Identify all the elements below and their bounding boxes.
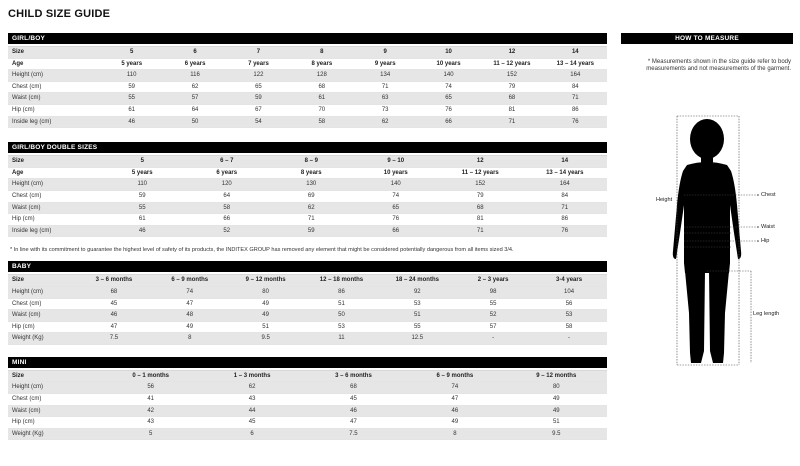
size-header-row xyxy=(8,156,607,168)
table-cell: 80 xyxy=(506,382,607,394)
measure-note: * Measurements shown in the size guide refer to body measurements and not measurements of the garment. xyxy=(646,59,791,73)
table-cell: 7.5 xyxy=(76,333,152,345)
table-cell: 47 xyxy=(404,394,505,406)
double-sizes-section xyxy=(8,142,607,237)
row-label: Chest (cm) xyxy=(8,81,100,93)
table-cell: 62 xyxy=(201,382,302,394)
table-cell: 41 xyxy=(100,394,201,406)
table-cell: 62 xyxy=(163,81,226,93)
table-cell: 69 xyxy=(269,190,354,202)
table-cell: 43 xyxy=(201,394,302,406)
table-cell: 71 xyxy=(523,202,608,214)
row-label: Size xyxy=(8,370,100,382)
size-header-row xyxy=(8,47,607,59)
table-cell: 65 xyxy=(354,202,439,214)
row-label: Weight (Kg) xyxy=(8,428,100,440)
table-cell: 56 xyxy=(100,382,201,394)
table-cell: 6 – 9 months xyxy=(152,275,228,287)
table-cell: 122 xyxy=(227,70,290,82)
mini-title: MINI xyxy=(8,357,607,368)
table-cell: 66 xyxy=(185,214,270,226)
row-label: Height (cm) xyxy=(8,179,100,191)
table-cell: 6 – 9 months xyxy=(404,370,505,382)
row-label: Chest (cm) xyxy=(8,298,76,310)
double-sizes-title: GIRL/BOY DOUBLE SIZES xyxy=(8,142,607,153)
table-row xyxy=(8,116,607,128)
table-cell: 68 xyxy=(290,81,353,93)
table-cell: 12 xyxy=(438,156,523,168)
row-label: Waist (cm) xyxy=(8,405,100,417)
table-cell: 13 – 14 years xyxy=(544,58,607,70)
table-cell: 52 xyxy=(455,310,531,322)
table-row xyxy=(8,298,607,310)
table-cell: 1 – 3 months xyxy=(201,370,302,382)
table-cell: 71 xyxy=(438,225,523,237)
table-cell: 66 xyxy=(354,225,439,237)
row-label: Hip (cm) xyxy=(8,417,100,429)
table-cell: 6 xyxy=(201,428,302,440)
mini-section xyxy=(8,357,607,441)
table-cell: 46 xyxy=(100,225,185,237)
table-cell: 10 years xyxy=(417,58,480,70)
table-cell: 49 xyxy=(228,310,304,322)
table-row xyxy=(8,81,607,93)
table-row xyxy=(8,417,607,429)
table-cell: 53 xyxy=(379,298,455,310)
table-cell: 59 xyxy=(100,81,163,93)
table-cell: 61 xyxy=(290,93,353,105)
leg-length-label: Leg length xyxy=(753,311,780,317)
table-cell: 13 – 14 years xyxy=(523,167,608,179)
table-cell: 11 – 12 years xyxy=(480,58,543,70)
table-cell: 12.5 xyxy=(379,333,455,345)
table-cell: 11 – 12 years xyxy=(438,167,523,179)
table-cell: - xyxy=(455,333,531,345)
table-cell: 164 xyxy=(523,179,608,191)
table-cell: 45 xyxy=(303,394,404,406)
table-cell: 140 xyxy=(354,179,439,191)
table-cell: 51 xyxy=(379,310,455,322)
table-cell: 49 xyxy=(404,417,505,429)
table-cell: 52 xyxy=(185,225,270,237)
table-cell: 7.5 xyxy=(303,428,404,440)
table-row xyxy=(8,93,607,105)
table-cell: 8 xyxy=(404,428,505,440)
baby-title: BABY xyxy=(8,261,607,272)
table-cell: 152 xyxy=(438,179,523,191)
table-row xyxy=(8,179,607,191)
table-cell: 8 years xyxy=(269,167,354,179)
double-sizes-table xyxy=(8,155,607,237)
table-cell: 46 xyxy=(303,405,404,417)
table-cell: 84 xyxy=(523,190,608,202)
table-cell: 3 – 6 months xyxy=(303,370,404,382)
table-cell: 6 – 7 xyxy=(185,156,270,168)
table-cell: 11 xyxy=(304,333,380,345)
table-cell: 81 xyxy=(438,214,523,226)
table-cell: 92 xyxy=(379,286,455,298)
page-title: CHILD SIZE GUIDE xyxy=(8,8,111,20)
table-cell: 61 xyxy=(100,104,163,116)
table-cell: 74 xyxy=(404,382,505,394)
table-row xyxy=(8,70,607,82)
size-tables xyxy=(8,33,607,448)
table-cell: 14 xyxy=(523,156,608,168)
table-cell: 86 xyxy=(523,214,608,226)
table-cell: 152 xyxy=(480,70,543,82)
table-cell: 66 xyxy=(417,116,480,128)
table-row xyxy=(8,394,607,406)
table-cell: 74 xyxy=(152,286,228,298)
row-label: Size xyxy=(8,275,76,287)
table-cell: 9 xyxy=(354,47,417,59)
row-label: Chest (cm) xyxy=(8,394,100,406)
size-header-row xyxy=(8,275,607,287)
table-cell: 68 xyxy=(438,202,523,214)
table-cell: 59 xyxy=(269,225,354,237)
table-cell: 47 xyxy=(303,417,404,429)
table-cell: 10 years xyxy=(354,167,439,179)
table-cell: 46 xyxy=(404,405,505,417)
table-cell: 71 xyxy=(269,214,354,226)
table-cell: 5 years xyxy=(100,58,163,70)
table-cell: 64 xyxy=(163,104,226,116)
table-cell: 48 xyxy=(152,310,228,322)
table-cell: 62 xyxy=(269,202,354,214)
table-cell: 9.5 xyxy=(228,333,304,345)
table-cell: 57 xyxy=(163,93,226,105)
row-label: Height (cm) xyxy=(8,286,76,298)
table-cell: 6 years xyxy=(185,167,270,179)
row-label: Height (cm) xyxy=(8,70,100,82)
table-cell: 44 xyxy=(201,405,302,417)
table-cell: 86 xyxy=(544,104,607,116)
table-cell: 73 xyxy=(354,104,417,116)
table-cell: 71 xyxy=(480,116,543,128)
table-cell: 68 xyxy=(480,93,543,105)
row-label: Age xyxy=(8,58,100,70)
baby-section xyxy=(8,261,607,345)
table-cell: 76 xyxy=(354,214,439,226)
table-row xyxy=(8,382,607,394)
table-cell: 84 xyxy=(544,81,607,93)
waist-label: Waist xyxy=(761,224,775,230)
table-cell: 70 xyxy=(290,104,353,116)
table-row xyxy=(8,428,607,440)
baby-table xyxy=(8,274,607,345)
table-cell: 8 xyxy=(290,47,353,59)
table-cell: 12 xyxy=(480,47,543,59)
table-cell: 65 xyxy=(227,81,290,93)
girl-boy-table xyxy=(8,46,607,128)
height-label: Height xyxy=(656,197,673,203)
row-label: Hip (cm) xyxy=(8,104,100,116)
table-cell: - xyxy=(531,333,607,345)
table-cell: 65 xyxy=(417,93,480,105)
table-cell: 86 xyxy=(304,286,380,298)
table-cell: 8 xyxy=(152,333,228,345)
how-to-measure-title: HOW TO MEASURE xyxy=(621,33,793,44)
table-cell: 53 xyxy=(304,321,380,333)
table-cell: 49 xyxy=(506,405,607,417)
hip-label: Hip xyxy=(761,238,770,244)
row-label: Age xyxy=(8,167,100,179)
table-row xyxy=(8,104,607,116)
table-cell: 3-4 years xyxy=(531,275,607,287)
table-cell: 18 – 24 months xyxy=(379,275,455,287)
table-cell: 74 xyxy=(417,81,480,93)
table-cell: 45 xyxy=(76,298,152,310)
table-cell: 104 xyxy=(531,286,607,298)
table-cell: 67 xyxy=(227,104,290,116)
table-cell: 5 xyxy=(100,47,163,59)
table-cell: 9.5 xyxy=(506,428,607,440)
row-label: Inside leg (cm) xyxy=(8,225,100,237)
table-row xyxy=(8,333,607,345)
table-cell: 49 xyxy=(506,394,607,406)
table-cell: 80 xyxy=(228,286,304,298)
table-cell: 3 – 6 months xyxy=(76,275,152,287)
table-cell: 110 xyxy=(100,70,163,82)
table-cell: 140 xyxy=(417,70,480,82)
girl-boy-title: GIRL/BOY xyxy=(8,33,607,44)
table-row xyxy=(8,310,607,322)
table-cell: 76 xyxy=(544,116,607,128)
table-cell: 55 xyxy=(379,321,455,333)
table-cell: 5 xyxy=(100,156,185,168)
table-cell: 68 xyxy=(303,382,404,394)
table-cell: 0 – 1 months xyxy=(100,370,201,382)
table-cell: 110 xyxy=(100,179,185,191)
girl-boy-section xyxy=(8,33,607,128)
table-row xyxy=(8,405,607,417)
row-label: Size xyxy=(8,156,100,168)
table-cell: 2 – 3 years xyxy=(455,275,531,287)
size-header-row xyxy=(8,370,607,382)
table-cell: 164 xyxy=(544,70,607,82)
table-cell: 53 xyxy=(531,310,607,322)
table-cell: 51 xyxy=(506,417,607,429)
table-cell: 79 xyxy=(480,81,543,93)
table-cell: 8 years xyxy=(290,58,353,70)
table-cell: 7 xyxy=(227,47,290,59)
table-cell: 50 xyxy=(163,116,226,128)
mini-table xyxy=(8,370,607,441)
table-row xyxy=(8,321,607,333)
table-cell: 79 xyxy=(438,190,523,202)
row-label: Weight (Kg) xyxy=(8,333,76,345)
table-cell: 61 xyxy=(100,214,185,226)
row-label: Size xyxy=(8,47,100,59)
how-to-measure-panel xyxy=(621,33,793,317)
table-cell: 98 xyxy=(455,286,531,298)
table-cell: 46 xyxy=(76,310,152,322)
table-row xyxy=(8,225,607,237)
table-cell: 71 xyxy=(354,81,417,93)
table-cell: 68 xyxy=(76,286,152,298)
table-cell: 55 xyxy=(100,202,185,214)
table-cell: 14 xyxy=(544,47,607,59)
table-cell: 50 xyxy=(304,310,380,322)
table-cell: 43 xyxy=(100,417,201,429)
table-cell: 57 xyxy=(455,321,531,333)
table-cell: 9 – 10 xyxy=(354,156,439,168)
table-cell: 59 xyxy=(227,93,290,105)
table-cell: 58 xyxy=(290,116,353,128)
table-cell: 12 – 18 months xyxy=(304,275,380,287)
table-cell: 45 xyxy=(201,417,302,429)
child-measure-figure xyxy=(621,113,793,373)
chest-label: Chest xyxy=(761,192,776,198)
safety-note: * In line with its commitment to guarantee the highest level of safety of its products, the INDITEX GROUP has removed any element that might be considered potentially dangerous from all items sized 3/4. xyxy=(10,247,514,254)
table-cell: 8 – 9 xyxy=(269,156,354,168)
table-cell: 6 xyxy=(163,47,226,59)
table-cell: 49 xyxy=(228,298,304,310)
table-cell: 134 xyxy=(354,70,417,82)
table-cell: 128 xyxy=(290,70,353,82)
table-cell: 56 xyxy=(531,298,607,310)
table-cell: 51 xyxy=(228,321,304,333)
table-cell: 9 years xyxy=(354,58,417,70)
table-cell: 49 xyxy=(152,321,228,333)
row-label: Height (cm) xyxy=(8,382,100,394)
table-cell: 51 xyxy=(304,298,380,310)
table-cell: 7 years xyxy=(227,58,290,70)
row-label: Hip (cm) xyxy=(8,321,76,333)
table-cell: 6 years xyxy=(163,58,226,70)
row-label: Waist (cm) xyxy=(8,202,100,214)
age-header-row xyxy=(8,167,607,179)
table-cell: 76 xyxy=(417,104,480,116)
table-row xyxy=(8,286,607,298)
row-label: Waist (cm) xyxy=(8,310,76,322)
table-row xyxy=(8,202,607,214)
table-cell: 9 – 12 months xyxy=(228,275,304,287)
table-cell: 63 xyxy=(354,93,417,105)
table-cell: 42 xyxy=(100,405,201,417)
table-row xyxy=(8,214,607,226)
table-cell: 76 xyxy=(523,225,608,237)
table-cell: 81 xyxy=(480,104,543,116)
table-cell: 47 xyxy=(76,321,152,333)
table-cell: 58 xyxy=(185,202,270,214)
table-cell: 55 xyxy=(455,298,531,310)
table-cell: 58 xyxy=(531,321,607,333)
table-cell: 5 xyxy=(100,428,201,440)
table-cell: 9 – 12 months xyxy=(506,370,607,382)
table-cell: 46 xyxy=(100,116,163,128)
table-cell: 62 xyxy=(354,116,417,128)
row-label: Inside leg (cm) xyxy=(8,116,100,128)
row-label: Hip (cm) xyxy=(8,214,100,226)
row-label: Waist (cm) xyxy=(8,93,100,105)
table-cell: 55 xyxy=(100,93,163,105)
table-cell: 130 xyxy=(269,179,354,191)
table-cell: 10 xyxy=(417,47,480,59)
table-cell: 71 xyxy=(544,93,607,105)
table-cell: 54 xyxy=(227,116,290,128)
table-cell: 5 years xyxy=(100,167,185,179)
table-row xyxy=(8,190,607,202)
table-cell: 74 xyxy=(354,190,439,202)
table-cell: 120 xyxy=(185,179,270,191)
table-cell: 47 xyxy=(152,298,228,310)
age-header-row xyxy=(8,58,607,70)
table-cell: 59 xyxy=(100,190,185,202)
table-cell: 64 xyxy=(185,190,270,202)
table-cell: 116 xyxy=(163,70,226,82)
row-label: Chest (cm) xyxy=(8,190,100,202)
